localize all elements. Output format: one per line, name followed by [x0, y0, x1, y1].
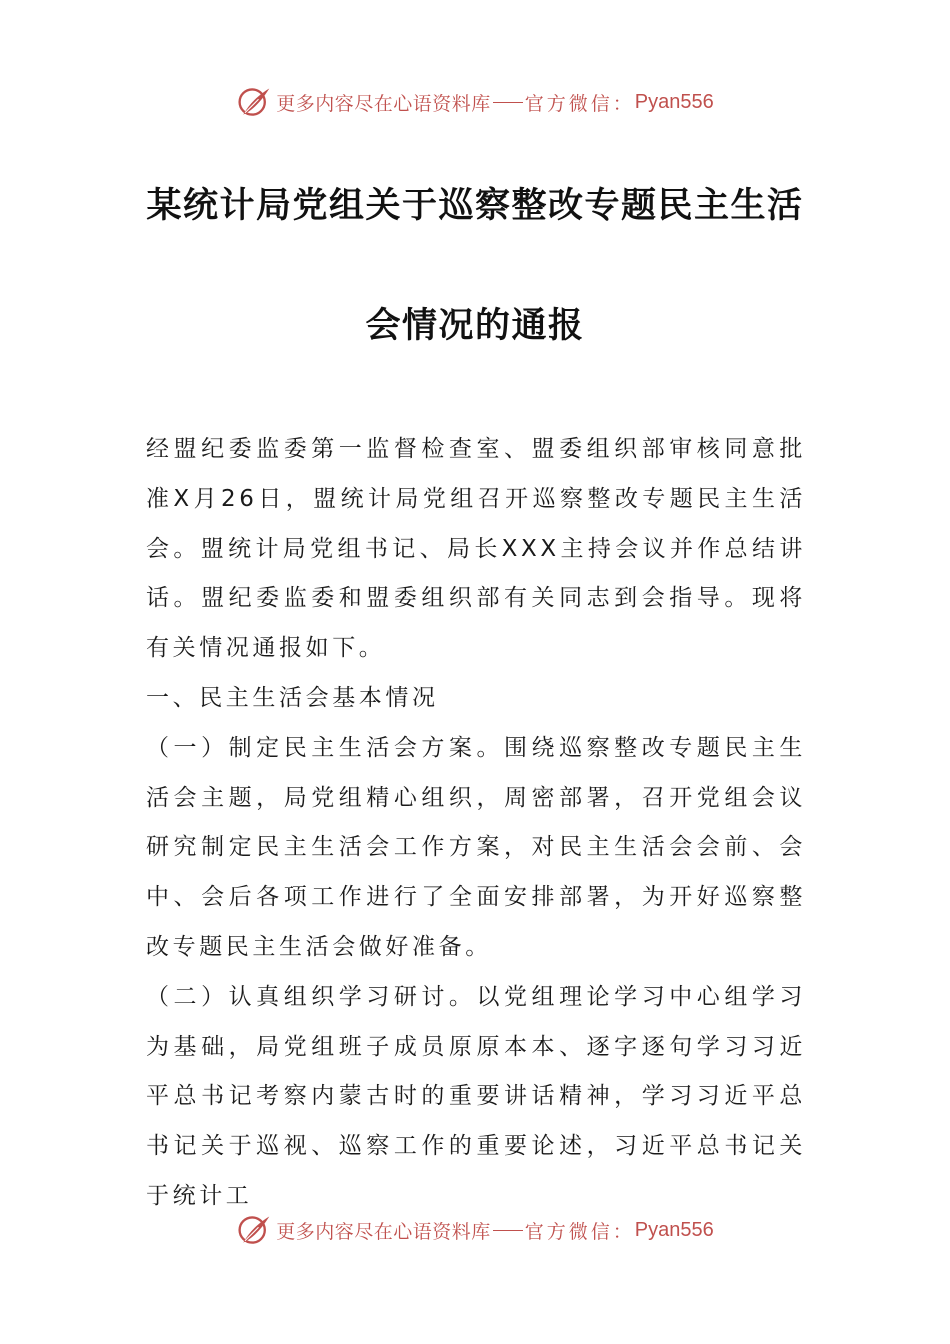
watermark-dash: [493, 1230, 523, 1231]
watermark-dash: [493, 102, 523, 103]
watermark-main-text: 更多内容尽在心语资料库: [276, 1220, 491, 1243]
document-title-line-1: 某统计局党组关于巡察整改专题民主生活: [146, 185, 804, 226]
watermark-wechat-id: Pyan556: [634, 90, 714, 113]
paragraph-subsection-2: （二）认真组织学习研讨。以党组理论学习中心组学习为基础，局党组班子成员原原本本、逐字逐句学习习近平总书记考察内蒙古时的重要讲话精神，学习习近平总书记关于巡视、巡察工作的重要论述，习近平总书记关于统计工: [146, 983, 806, 1209]
document-title-line-2: 会情况的通报: [365, 305, 585, 346]
watermark-sub-text: 官方微信：: [524, 1220, 635, 1243]
section-heading-1: 一、民主生活会基本情况: [146, 684, 439, 711]
footer-watermark: [0, 1210, 950, 1250]
watermark-sub-text: 官方微信：: [524, 92, 635, 115]
quill-logo-icon: [236, 84, 272, 120]
header-watermark: [0, 82, 950, 122]
document-body: [146, 425, 806, 1222]
quill-logo-icon: [236, 1212, 272, 1248]
watermark-wechat-id: Pyan556: [634, 1218, 714, 1241]
paragraph-intro: 经盟纪委监委第一监督检查室、盟委组织部审核同意批准X月26日，盟统计局党组召开巡察整改专题民主生活会。盟统计局党组书记、局长XXX主持会议并作总结讲话。盟纪委监委和盟委组织部有关同志到会指导。现将有关情况通报如下。: [146, 436, 806, 662]
watermark-main-text: 更多内容尽在心语资料库: [276, 92, 491, 115]
paragraph-subsection-1: （一）制定民主生活会方案。围绕巡察整改专题民主生活会主题，局党组精心组织，周密部署，召开党组会议研究制定民主生活会工作方案，对民主生活会会前、会中、会后各项工作进行了全面安排部署，为开好巡察整改专题民主生活会做好准备。: [146, 734, 806, 960]
